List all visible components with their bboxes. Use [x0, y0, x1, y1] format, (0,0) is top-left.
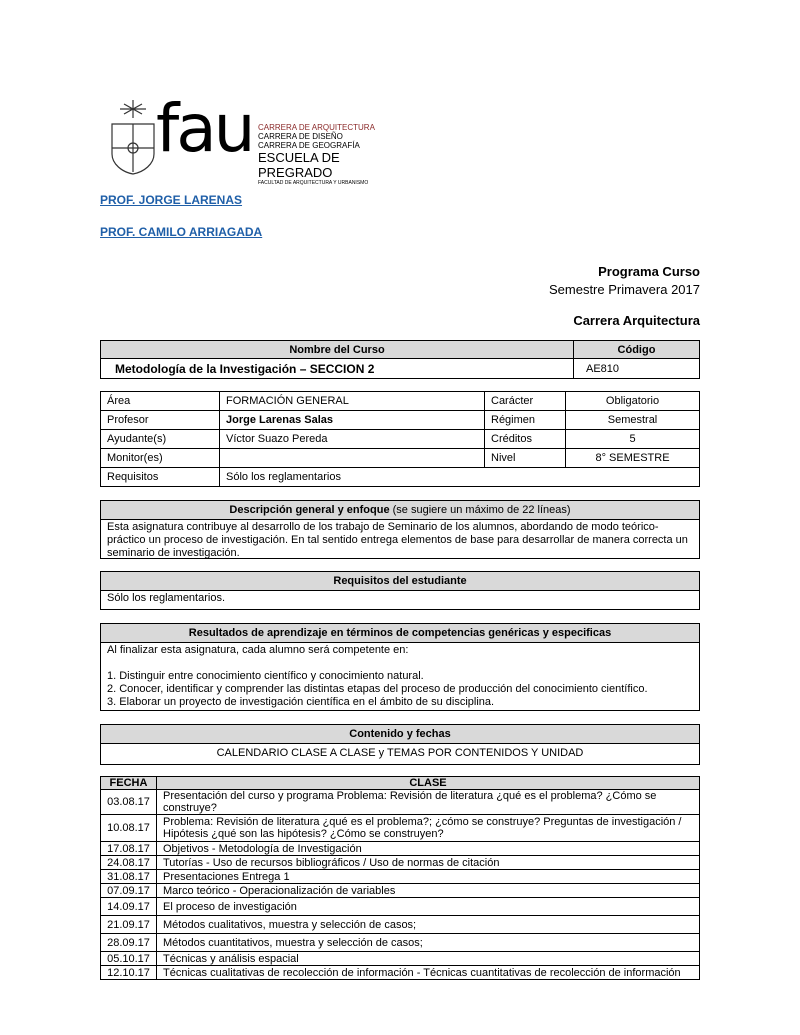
outcomes-intro: Al finalizar esta asignatura, cada alumno será competente en: [107, 644, 409, 656]
column-header: CLASE [157, 777, 700, 790]
course-name-table [100, 340, 700, 379]
section-title: Resultados de aprendizaje en términos de competencias genéricas y especificas [101, 624, 699, 643]
code-label: Código [574, 341, 700, 359]
schedule-date: 05.10.17 [101, 952, 157, 966]
logo-line: CARRERA DE DISEÑO [258, 132, 343, 141]
table-row [101, 815, 700, 842]
table-row [101, 856, 700, 870]
program-title: Programa Curso [598, 264, 700, 279]
schedule-class: Problema: Revisión de literatura ¿qué es el problema?; ¿cómo se construye? Preguntas de investigación / Hipótesis ¿qué son las hipótesis? ¿Cómo se construyen? [157, 815, 700, 842]
university-crest-icon [108, 98, 158, 176]
schedule-class: Objetivos - Metodología de Investigación [157, 842, 700, 856]
table-row [101, 934, 700, 952]
schedule-date: 31.08.17 [101, 870, 157, 884]
course-section: SECCION 2 [309, 361, 375, 376]
schedule-date: 12.10.17 [101, 966, 157, 980]
info-label: Carácter [485, 392, 566, 411]
info-label: Nivel [485, 449, 566, 468]
schedule-date: 24.08.17 [101, 856, 157, 870]
section-note: (se sugiere un máximo de 22 líneas) [392, 504, 571, 516]
schedule-date: 07.09.17 [101, 884, 157, 898]
semester: Semestre Primavera 2017 [548, 282, 700, 297]
description-text: Esta asignatura contribuye al desarrollo de los trabajo de Seminario de los alumnos, abordando de modo teórico-práctico un proceso de investigación. En tal sentido entrega elementos de base para desarrollar de manera correcta un seminario de investigación. [107, 521, 688, 559]
info-value: 8° SEMESTRE [566, 449, 700, 468]
professor-link[interactable]: PROF. JORGE LARENAS [100, 193, 243, 207]
info-label: Monitor(es) [101, 449, 220, 468]
info-label: Área [101, 392, 220, 411]
content-subtitle: CALENDARIO CLASE A CLASE y TEMAS POR CONTENIDOS Y UNIDAD [216, 747, 584, 759]
section-title: Contenido y fechas [101, 725, 699, 744]
schedule-class: Técnicas y análisis espacial [157, 952, 700, 966]
info-value: Jorge Larenas Salas [220, 411, 485, 430]
logo [108, 90, 398, 186]
schedule-date: 28.09.17 [101, 934, 157, 952]
schedule-date: 10.08.17 [101, 815, 157, 842]
table-row [101, 898, 700, 916]
table-row [101, 884, 700, 898]
description-section [100, 500, 700, 559]
table-row [101, 952, 700, 966]
info-value: Sólo los reglamentarios [220, 468, 700, 487]
info-value: Víctor Suazo Pereda [220, 430, 485, 449]
schedule-date: 21.09.17 [101, 916, 157, 934]
schedule-date: 17.08.17 [101, 842, 157, 856]
schedule-table [100, 776, 700, 980]
schedule-date: 14.09.17 [101, 898, 157, 916]
schedule-class: Tutorías - Uso de recursos bibliográficos / Uso de normas de citación [157, 856, 700, 870]
schedule-class: Marco teórico - Operacionalización de variables [157, 884, 700, 898]
table-row [101, 966, 700, 980]
outcome-item: 2. Conocer, identificar y comprender las distintas etapas del proceso de producción del conocimiento científico. [107, 683, 648, 695]
content-section [100, 724, 700, 765]
table-row [101, 842, 700, 856]
info-label: Profesor [101, 411, 220, 430]
table-row [101, 790, 700, 815]
info-label: Ayudante(s) [101, 430, 220, 449]
schedule-class: Presentaciones Entrega 1 [157, 870, 700, 884]
table-row [101, 916, 700, 934]
outcome-item: 3. Elaborar un proyecto de investigación científica en el ámbito de su disciplina. [107, 696, 495, 708]
logo-school: ESCUELA DE PREGRADO [258, 150, 340, 180]
logo-line: CARRERA DE GEOGRAFÍA [258, 141, 360, 150]
course-info-table [100, 391, 700, 487]
schedule-class: Presentación del curso y programa Problema: Revisión de literatura ¿qué es el problema? ¿Cómo se construye? [157, 790, 700, 815]
requirements-text: Sólo los reglamentarios. [107, 592, 226, 604]
section-title: Descripción general y enfoque [229, 504, 390, 516]
info-value: Obligatorio [566, 392, 700, 411]
info-label: Requisitos [101, 468, 220, 487]
schedule-class: El proceso de investigación [157, 898, 700, 916]
info-value: Semestral [566, 411, 700, 430]
requirements-section [100, 571, 700, 610]
schedule-class: Métodos cualitativos, muestra y selección de casos; [157, 916, 700, 934]
info-value: 5 [566, 430, 700, 449]
logo-faculty: FACULTAD DE ARQUITECTURA Y URBANISMO [258, 180, 369, 186]
course-name: Metodología de la Investigación – [115, 361, 310, 376]
schedule-date: 03.08.17 [101, 790, 157, 815]
section-title: Requisitos del estudiante [101, 572, 699, 591]
table-row [101, 870, 700, 884]
course-name-label: Nombre del Curso [101, 341, 574, 359]
logo-line: CARRERA DE ARQUITECTURA [258, 123, 375, 132]
schedule-class: Métodos cuantitativos, muestra y selección de casos; [157, 934, 700, 952]
info-value: FORMACIÓN GENERAL [220, 392, 485, 411]
info-label: Créditos [485, 430, 566, 449]
outcomes-section [100, 623, 700, 711]
professor-link[interactable]: PROF. CAMILO ARRIAGADA [100, 225, 263, 239]
schedule-class: Técnicas cualitativas de recolección de información - Técnicas cuantitativas de recolección de información [157, 966, 700, 980]
logo-wordmark: fau [156, 90, 253, 167]
info-value [220, 449, 485, 468]
course-code: AE810 [574, 359, 700, 379]
career: Carrera Arquitectura [573, 313, 700, 328]
column-header: FECHA [101, 777, 157, 790]
outcome-item: 1. Distinguir entre conocimiento científico y conocimiento natural. [107, 670, 424, 682]
info-label: Régimen [485, 411, 566, 430]
